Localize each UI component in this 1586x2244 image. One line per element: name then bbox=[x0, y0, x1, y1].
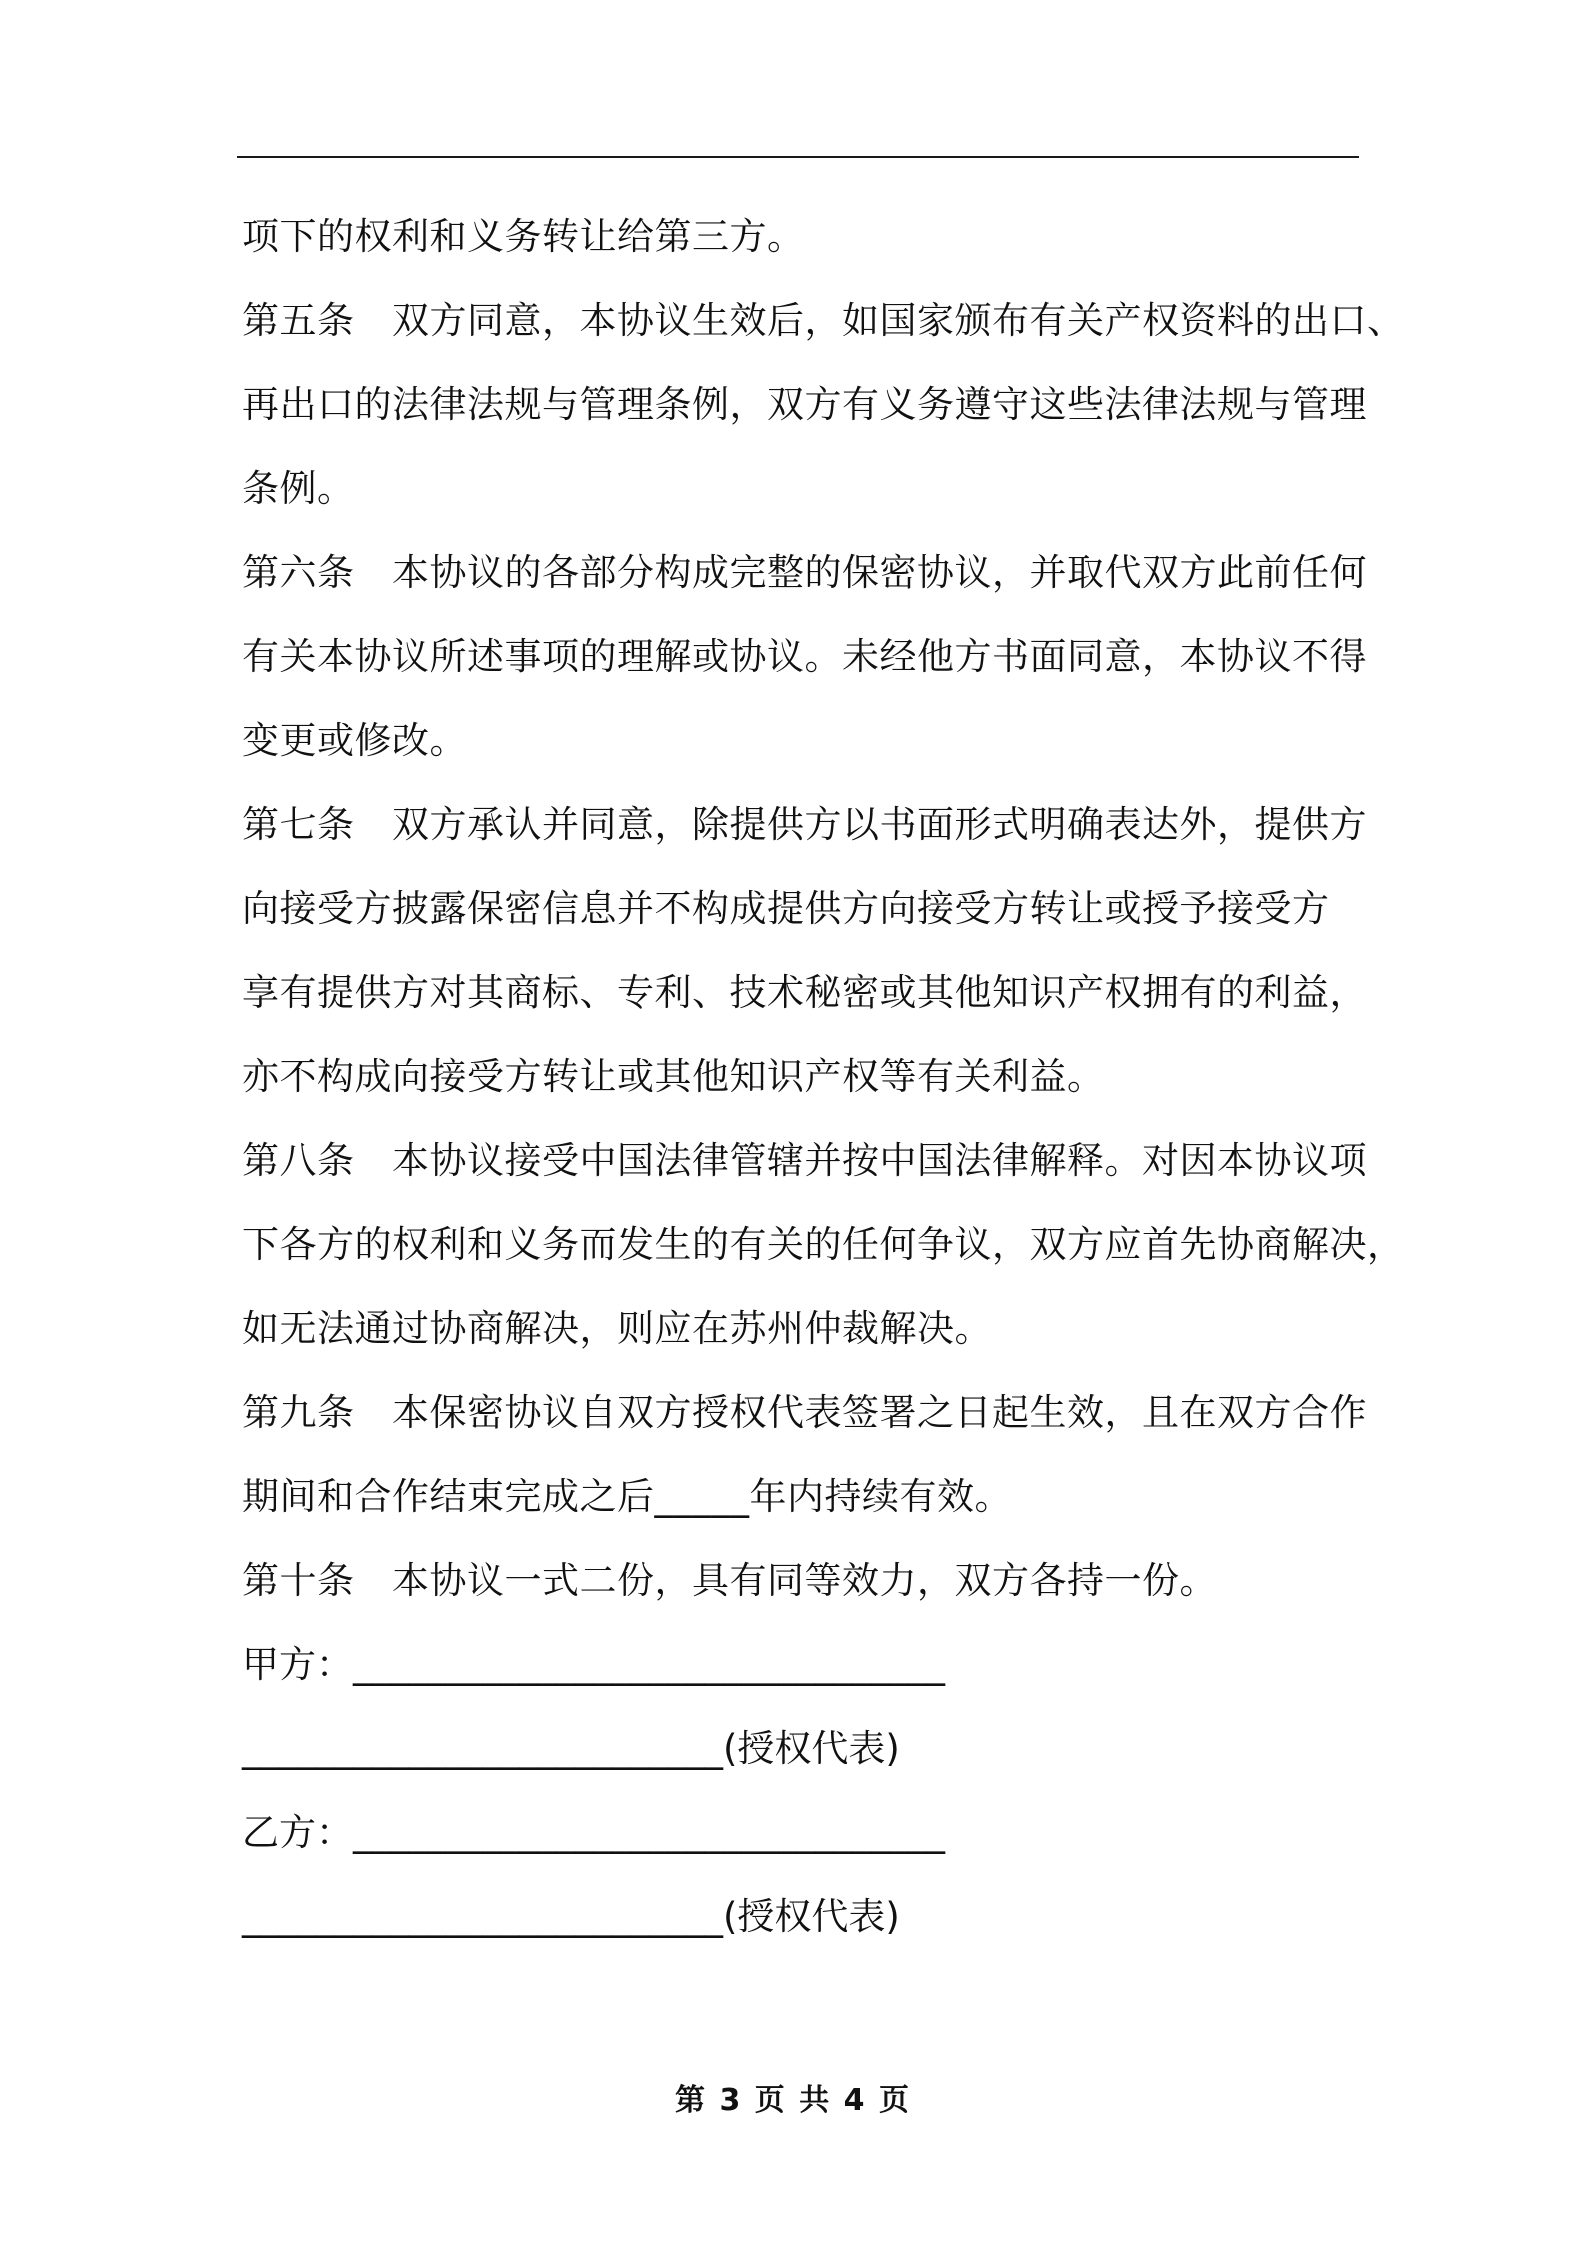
article-7-line-1: 第七条 双方承认并同意，除提供方以书面形式明确表达外，提供方 bbox=[242, 803, 1367, 846]
article-9-line-2: 期间和合作结束完成之后_____年内持续有效。 bbox=[242, 1475, 1012, 1518]
article-5-line-3: 条例。 bbox=[242, 467, 355, 510]
article-7-line-3: 享有提供方对其商标、专利、技术秘密或其他知识产权拥有的利益， bbox=[242, 971, 1367, 1014]
article-8-line-2: 下各方的权利和义务而发生的有关的任何争议，双方应首先协商解决， bbox=[242, 1223, 1405, 1266]
article-9-line-1: 第九条 本保密协议自双方授权代表签署之日起生效，且在双方合作 bbox=[242, 1391, 1367, 1434]
party-a-signature-line: 甲方：________________________________ bbox=[242, 1643, 945, 1686]
header-rule bbox=[237, 156, 1359, 158]
article-5-line-1: 第五条 双方同意，本协议生效后，如国家颁布有关产权资料的出口、 bbox=[242, 299, 1405, 342]
article-10-line-1: 第十条 本协议一式二份，具有同等效力，双方各持一份。 bbox=[242, 1559, 1217, 1602]
text-line: 项下的权利和义务转让给第三方。 bbox=[242, 215, 805, 258]
article-6-line-3: 变更或修改。 bbox=[242, 719, 467, 762]
article-6-line-1: 第六条 本协议的各部分构成完整的保密协议，并取代双方此前任何 bbox=[242, 551, 1367, 594]
article-8-line-3: 如无法通过协商解决，则应在苏州仲裁解决。 bbox=[242, 1307, 992, 1350]
party-b-representative-line: __________________________(授权代表) bbox=[242, 1895, 900, 1938]
article-7-line-4: 亦不构成向接受方转让或其他知识产权等有关利益。 bbox=[242, 1055, 1105, 1098]
document-body bbox=[242, 195, 1405, 1959]
article-8-line-1: 第八条 本协议接受中国法律管辖并按中国法律解释。对因本协议项 bbox=[242, 1139, 1367, 1182]
article-7-line-2: 向接受方披露保密信息并不构成提供方向接受方转让或授予接受方 bbox=[242, 887, 1330, 930]
party-b-signature-line: 乙方：________________________________ bbox=[242, 1811, 945, 1854]
party-a-representative-line: __________________________(授权代表) bbox=[242, 1727, 900, 1770]
article-6-line-2: 有关本协议所述事项的理解或协议。未经他方书面同意，本协议不得 bbox=[242, 635, 1367, 678]
article-5-line-2: 再出口的法律法规与管理条例，双方有义务遵守这些法律法规与管理 bbox=[242, 383, 1367, 426]
page-footer: 第 3 页 共 4 页 bbox=[675, 2083, 911, 2118]
